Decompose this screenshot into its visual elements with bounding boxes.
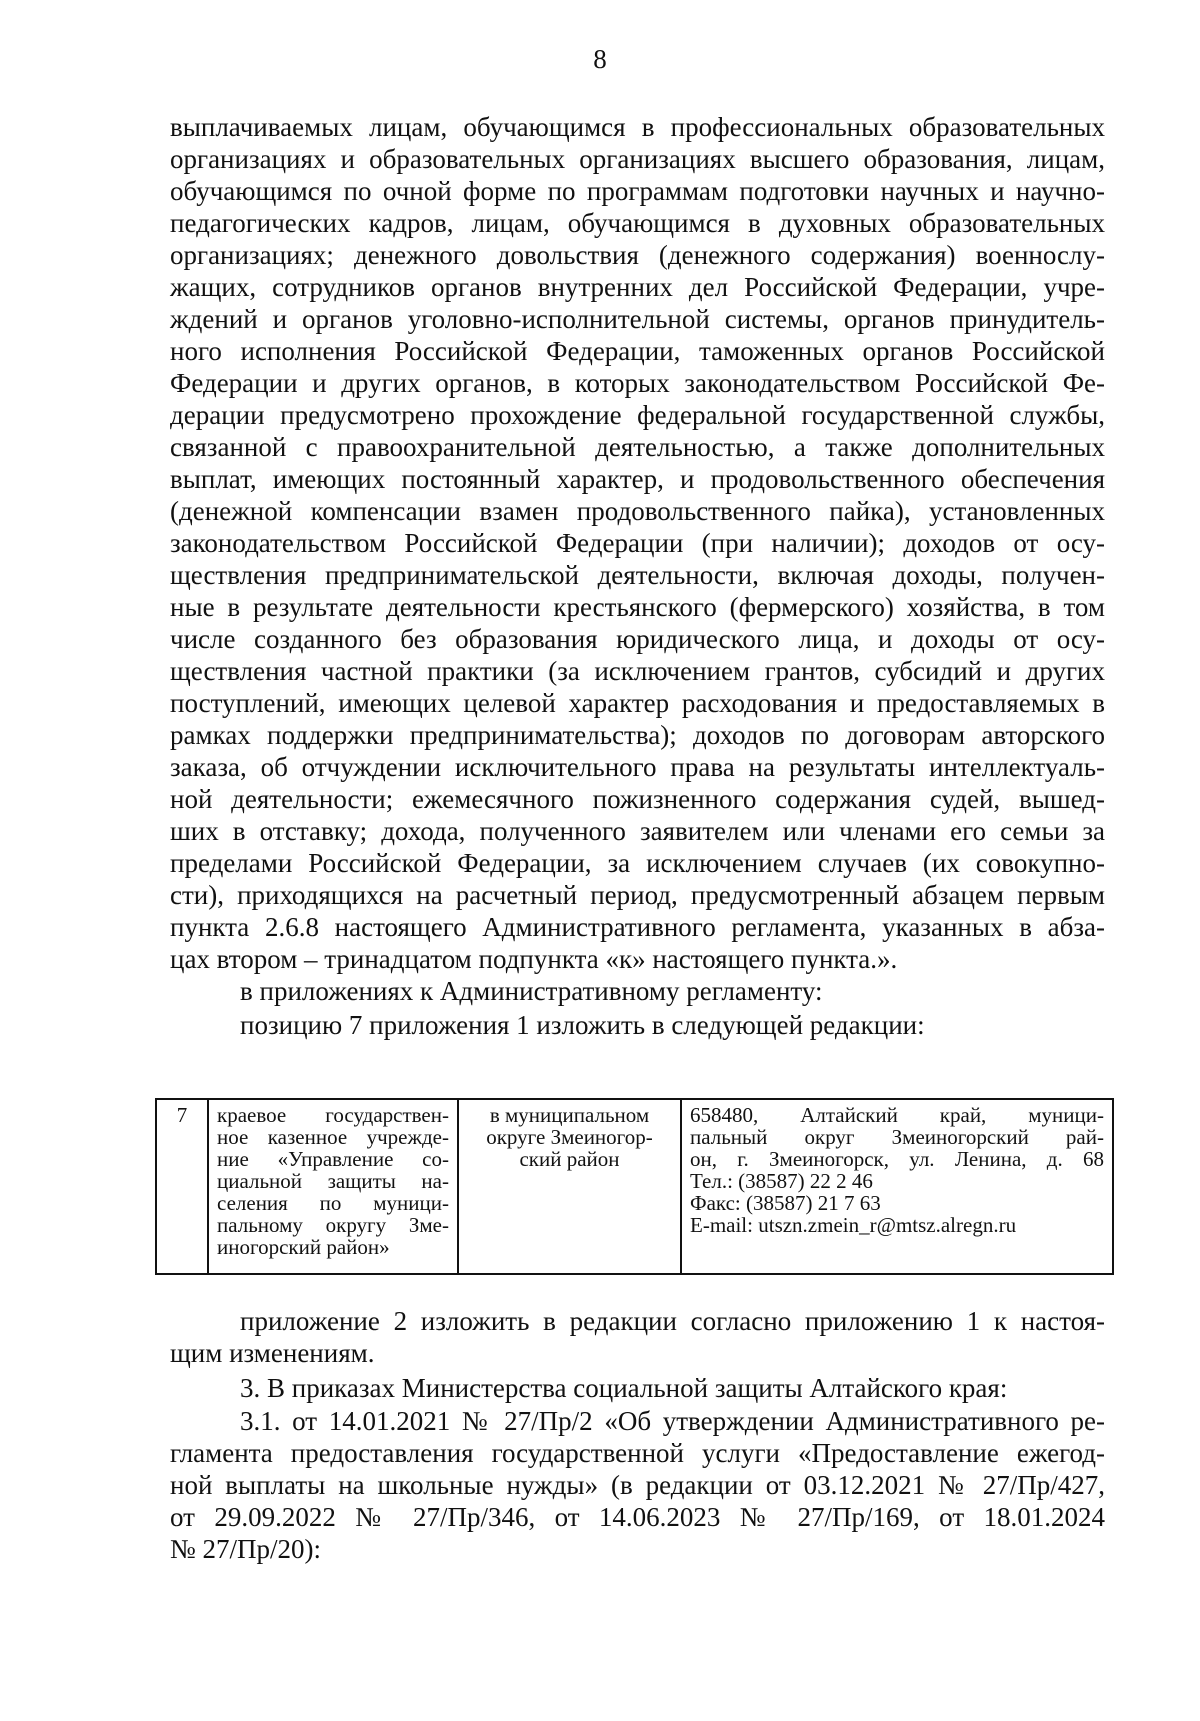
text-line: от 29.09.2022 № 27/Пр/346, от 14.06.2023 № 27/Пр/169, от 18.01.2024 bbox=[170, 1502, 1105, 1532]
position7-table bbox=[155, 1098, 1114, 1275]
text-line: выплат, имеющих постоянный характер, и продовольственного обеспечения bbox=[170, 464, 1105, 494]
text-line: педагогических кадров, лицам, обучающимся в духовных образовательных bbox=[170, 208, 1105, 238]
text-line: сти), приходящихся на расчетный период, предусмотренный абзацем первым bbox=[170, 880, 1105, 910]
row-number-cell: 7 bbox=[156, 1099, 208, 1274]
text-line: организациях и образовательных организациях высшего образования, лицам, bbox=[170, 144, 1105, 174]
cell-line: Тел.: (38587) 22 2 46 bbox=[690, 1169, 873, 1193]
text-line: связанной с правоохранительной деятельностью, а также дополнительных bbox=[170, 432, 1105, 462]
text-line: ные в результате деятельности крестьянского (фермерского) хозяйства, в том bbox=[170, 592, 1105, 622]
text-line: жащих, сотрудников органов внутренних дел Российской Федерации, учре- bbox=[170, 272, 1105, 302]
text-line: в приложениях к Административному регламенту: bbox=[240, 976, 823, 1006]
organization-cell bbox=[208, 1099, 458, 1274]
page-number: 8 bbox=[593, 44, 607, 74]
area-cell bbox=[458, 1099, 681, 1274]
appendices-paragraph bbox=[170, 975, 1105, 1007]
cell-line: иногорский район» bbox=[217, 1235, 390, 1259]
text-line: приложение 2 изложить в редакции согласно приложению 1 к настоя- bbox=[240, 1306, 1105, 1336]
text-line: пункта 2.6.8 настоящего Административного регламента, указанных в абза- bbox=[170, 912, 1105, 942]
text-line: поступлений, имеющих целевой характер расходования и предоставляемых в bbox=[170, 688, 1105, 718]
address-cell bbox=[681, 1099, 1113, 1274]
main-paragraph bbox=[170, 111, 1105, 975]
cell-line: селения по муници- bbox=[217, 1191, 449, 1215]
text-line: ществления частной практики (за исключением грантов, субсидий и других bbox=[170, 656, 1105, 686]
text-line: Федерации и других органов, в которых законодательством Российской Фе- bbox=[170, 368, 1105, 398]
text-line: ной выплаты на школьные нужды» (в редакции от 03.12.2021 № 27/Пр/427, bbox=[170, 1470, 1105, 1500]
cell-line: ский район bbox=[519, 1147, 620, 1171]
text-line: № 27/Пр/20): bbox=[170, 1534, 322, 1564]
position7-paragraph bbox=[170, 1009, 1105, 1041]
text-line: ного исполнения Российской Федерации, таможенных органов Российской bbox=[170, 336, 1105, 366]
cell-line: ное казенное учрежде- bbox=[217, 1125, 449, 1149]
text-line: рамках поддержки предпринимательства); доходов по договорам авторского bbox=[170, 720, 1105, 750]
text-line: числе созданного без образования юридического лица, и доходы от осу- bbox=[170, 624, 1105, 654]
cell-line: пальному округу Зме- bbox=[217, 1213, 449, 1237]
text-line: законодательством Российской Федерации (при наличии); доходов от осу- bbox=[170, 528, 1105, 558]
cell-line: округе Змеиногор- bbox=[486, 1125, 653, 1149]
text-line: цах втором – тринадцатом подпункта «к» настоящего пункта.». bbox=[170, 944, 898, 974]
appendix2-paragraph bbox=[170, 1305, 1105, 1369]
text-line: щим изменениям. bbox=[170, 1338, 375, 1368]
text-line: 3.1. от 14.01.2021 № 27/Пр/2 «Об утверждении Административного ре- bbox=[240, 1406, 1105, 1436]
text-line: (денежной компенсации взамен продовольственного пайка), установленных bbox=[170, 496, 1105, 526]
text-line: ждений и органов уголовно-исполнительной системы, органов принудитель- bbox=[170, 304, 1105, 334]
cell-line: краевое государствен- bbox=[217, 1103, 449, 1127]
text-line: ществления предпринимательской деятельности, включая доходы, получен- bbox=[170, 560, 1105, 590]
cell-line: ние «Управление со- bbox=[217, 1147, 449, 1171]
table-row bbox=[156, 1099, 1113, 1274]
text-line: выплачиваемых лицам, обучающимся в профессиональных образовательных bbox=[170, 112, 1105, 142]
text-line: ших в отставку; дохода, полученного заявителем или членами его семьи за bbox=[170, 816, 1105, 846]
email-line: E-mail: utszn.zmein_r@mtsz.alregn.ru bbox=[690, 1213, 1017, 1237]
cell-line: в муниципальном bbox=[489, 1103, 650, 1127]
text-line: дерации предусмотрено прохождение федеральной государственной службы, bbox=[170, 400, 1105, 430]
section3-paragraph bbox=[170, 1372, 1105, 1404]
cell-line: Факс: (38587) 21 7 63 bbox=[690, 1191, 881, 1215]
text-line: организациях; денежного довольствия (денежного содержания) военнослу- bbox=[170, 240, 1105, 270]
text-line: обучающимся по очной форме по программам подготовки научных и научно- bbox=[170, 176, 1105, 206]
text-line: позицию 7 приложения 1 изложить в следующей редакции: bbox=[240, 1010, 925, 1040]
text-line: ной деятельности; ежемесячного пожизненного содержания судей, вышед- bbox=[170, 784, 1105, 814]
cell-line: пальный округ Змеиногорский рай- bbox=[690, 1125, 1104, 1149]
text-line: 3. В приказах Министерства социальной защиты Алтайского края: bbox=[240, 1373, 1008, 1403]
text-line: пределами Российской Федерации, за исключением случаев (их совокупно- bbox=[170, 848, 1105, 878]
cell-line: 658480, Алтайский край, муници- bbox=[690, 1103, 1104, 1127]
text-line: гламента предоставления государственной услуги «Предоставление ежегод- bbox=[170, 1438, 1105, 1468]
text-line: заказа, об отчуждении исключительного права на результаты интеллектуаль- bbox=[170, 752, 1105, 782]
section31-paragraph bbox=[170, 1405, 1105, 1565]
cell-line: циальной защиты на- bbox=[217, 1169, 449, 1193]
cell-line: он, г. Змеиногорск, ул. Ленина, д. 68 bbox=[690, 1147, 1104, 1171]
